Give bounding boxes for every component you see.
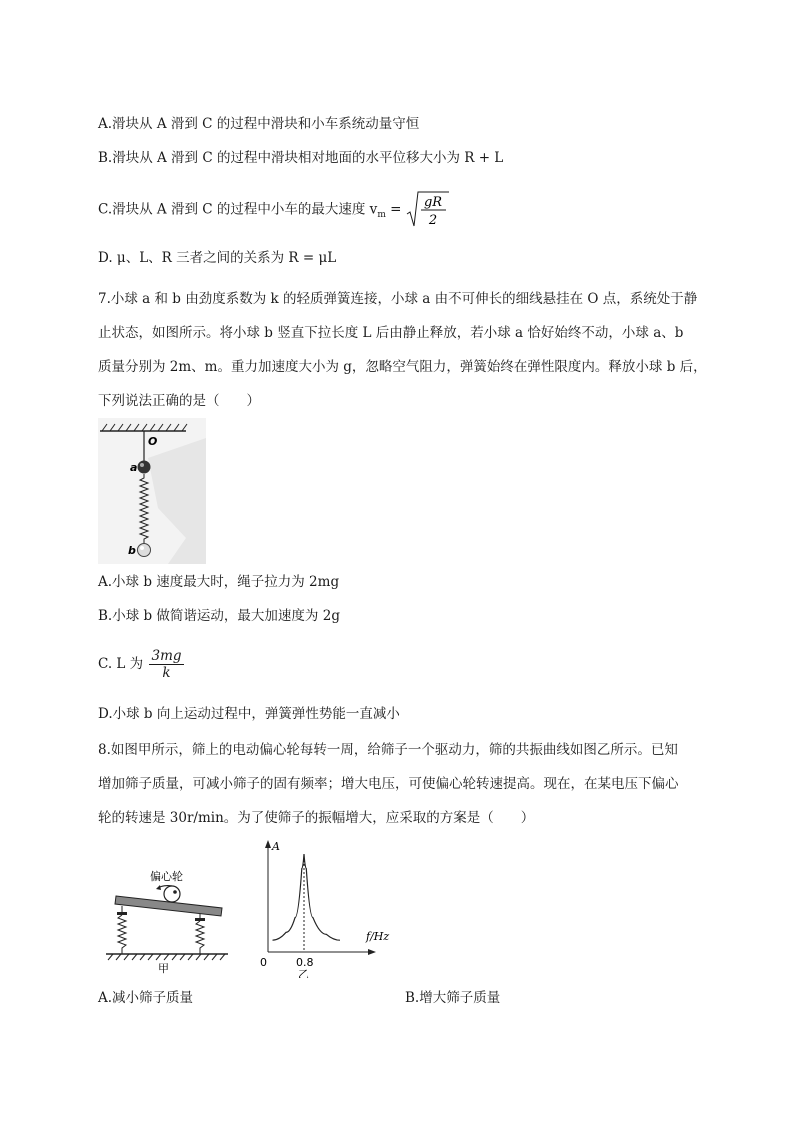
q7-stem-line-2: 止状态，如图所示。将小球 b 竖直下拉长度 L 后由静止释放，若小球 a 恰好始终不动，小球 a、b — [98, 325, 684, 341]
spring-left — [118, 915, 126, 954]
fig-jia-caption: 甲 — [158, 962, 169, 975]
q8-stem — [98, 733, 698, 835]
q6-option-c-sub: m — [377, 210, 386, 221]
q7-option-c-text: C. L 为 — [98, 656, 144, 672]
q6-option-c-sqrt — [406, 190, 450, 230]
q8-option-b: B.增大筛子质量 — [405, 990, 501, 1006]
q7-spring-figure — [98, 418, 206, 564]
label-a: a — [130, 461, 138, 474]
y-axis-label: A — [272, 840, 280, 853]
q8-stem-line-3: 轮的转速是 30r/min。为了使筛子的振幅增大，应采取的方案是（ ） — [98, 810, 535, 826]
ball-b — [138, 544, 151, 557]
peak-tick-label: 0.8 — [296, 956, 314, 969]
x-axis-label: f/Hz — [366, 930, 390, 943]
q6-c-num: gR — [423, 195, 442, 210]
eccentric-wheel-label: 偏心轮 — [150, 870, 183, 883]
ball-a — [138, 461, 151, 474]
q7-c-num: 3mg — [151, 648, 182, 664]
eccentric-wheel — [164, 886, 180, 902]
resonance-curve — [273, 854, 341, 940]
q6-option-c — [98, 190, 450, 226]
q7-stem-line-3: 质量分别为 2m、m。重力加速度大小为 g，忽略空气阻力，弹簧始终在弹性限度内。释放小球 b 后， — [98, 359, 707, 375]
q7-option-c — [98, 644, 186, 684]
label-o: O — [148, 435, 158, 448]
q7-stem-line-4: 下列说法正确的是（ ） — [98, 393, 260, 409]
q8-fig-jia — [100, 856, 232, 976]
q7-option-b: B.小球 b 做简谐运动，最大加速度为 2g — [98, 608, 340, 624]
q7-option-a: A.小球 b 速度最大时，绳子拉力为 2mg — [98, 574, 340, 590]
q7-stem — [98, 282, 707, 418]
q8-stem-line-2: 增加筛子质量，可减小筛子的固有频率；增大电压，可使偏心轮转速提高。现在，在某电压下偏心 — [98, 776, 679, 792]
q6-option-d: D. μ、L、R 三者之间的关系为 R = μL — [98, 250, 337, 266]
fig-yi-caption: 乙 — [298, 968, 309, 978]
q7-c-den: k — [162, 665, 171, 681]
q6-option-b: B.滑块从 A 滑到 C 的过程中滑块相对地面的水平位移大小为 R + L — [98, 150, 504, 166]
q6-option-a: A.滑块从 A 滑到 C 的过程中滑块和小车系统动量守恒 — [98, 116, 420, 132]
q7-stem-line-1: 7.小球 a 和 b 由劲度系数为 k 的轻质弹簧连接，小球 a 由不可伸长的细线悬挂在 O 点，系统处于静 — [98, 291, 698, 307]
q6-option-c-eq: = — [390, 201, 402, 218]
q7-option-c-frac — [149, 648, 183, 681]
q8-stem-line-1: 8.如图甲所示，筛上的电动偏心轮每转一周，给筛子一个驱动力，筛的共振曲线如图乙所示。已知 — [98, 742, 678, 758]
spring-right — [196, 921, 204, 954]
q6-option-c-text: C.滑块从 A 滑到 C 的过程中小车的最大速度 v — [98, 201, 378, 218]
q6-c-den: 2 — [428, 213, 437, 228]
q8-option-a: A.减小筛子质量 — [98, 990, 194, 1006]
origin-label: 0 — [260, 956, 267, 969]
label-b: b — [128, 544, 136, 557]
q8-fig-yi-chart — [254, 836, 404, 978]
q7-option-d: D.小球 b 向上运动过程中，弹簧弹性势能一直减小 — [98, 706, 400, 722]
